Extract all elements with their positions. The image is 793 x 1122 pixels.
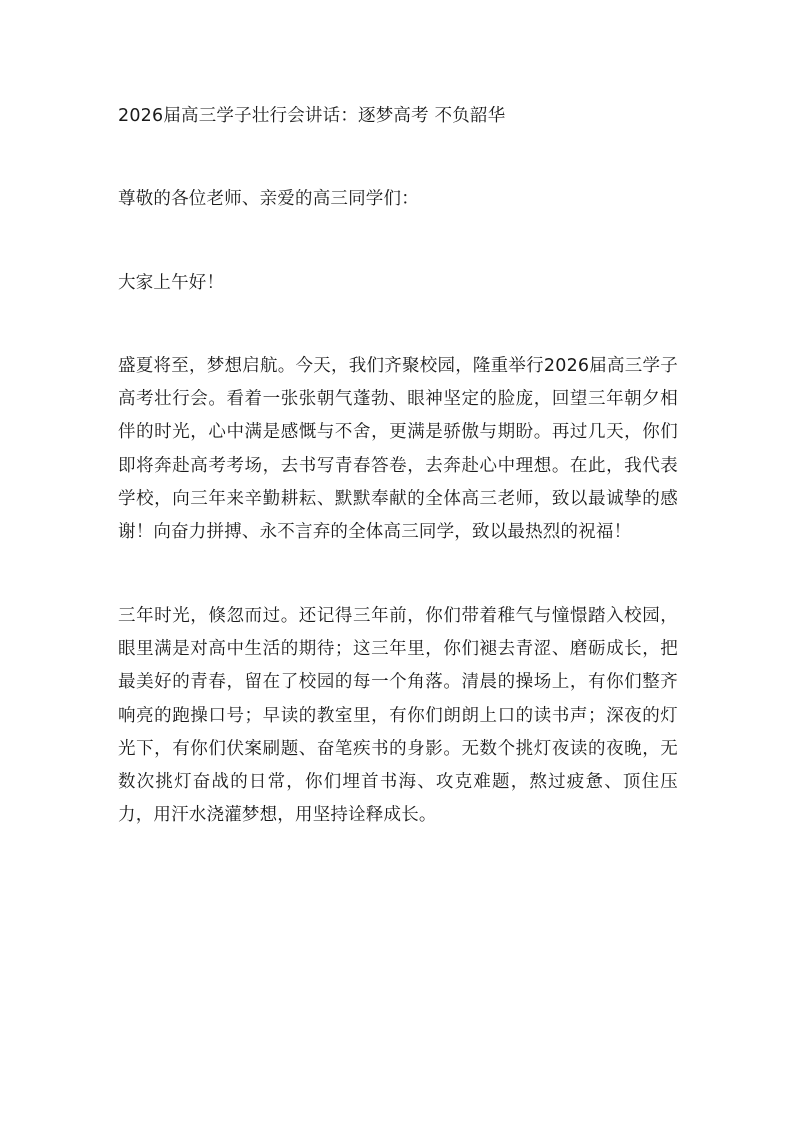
body-paragraph: 三年时光，倏忽而过。还记得三年前，你们带着稚气与憧憬踏入校园，眼里满是对高中生活的期待；这三年里，你们褪去青涩、磨砺成长，把最美好的青春，留在了校园的每一个角落。清晨的操场上，有你们整齐响亮的跑操口号；早读的教室里，有你们朗朗上口的读书声；深夜的灯光下，有你们伏案刷题、奋笔疾书的身影。无数个挑灯夜读的夜晚，无数次挑灯奋战的日常，你们埋首书海、攻克难题，熬过疲惫、顶住压力，用汗水浇灌梦想，用坚持诠释成长。: [118, 605, 678, 826]
document-page: [118, 100, 678, 883]
body-paragraph: 盛夏将至，梦想启航。今天，我们齐聚校园，隆重举行2026届高三学子高考壮行会。看着一张张朝气蓬勃、眼神坚定的脸庞，回望三年朝夕相伴的时光，心中满是感慨与不舍，更满是骄傲与期盼。再过几天，你们即将奔赴高考考场，去书写青春答卷，去奔赴心中理想。在此，我代表学校，向三年来辛勤耕耘、默默奉献的全体高三老师，致以最诚挚的感谢！向奋力拼搏、永不言弃的全体高三同学，致以最热烈的祝福！: [118, 355, 678, 543]
greeting: 大家上午好！: [118, 272, 225, 293]
speech-title: 2026届高三学子壮行会讲话：逐梦高考 不负韶华: [118, 106, 506, 126]
salutation: 尊敬的各位老师、亲爱的高三同学们：: [118, 189, 419, 210]
